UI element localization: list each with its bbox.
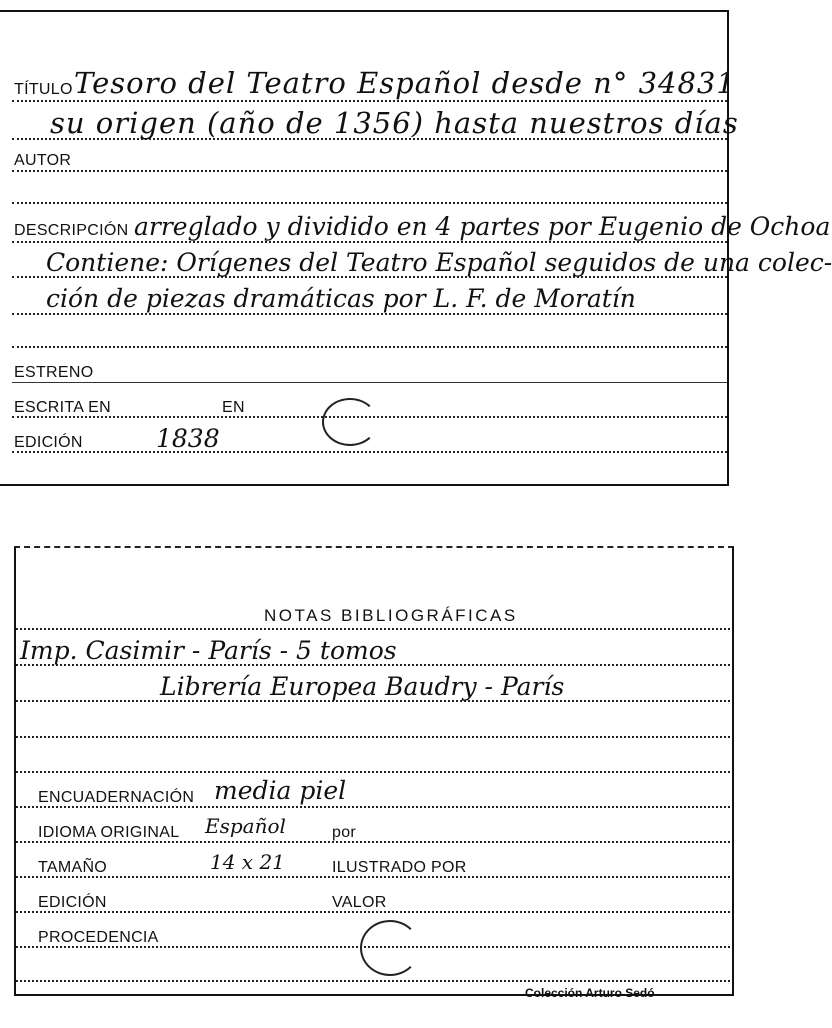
bottom-line (16, 980, 730, 982)
punch-hole-mark-top (322, 398, 378, 446)
autor-line (12, 170, 727, 172)
notas-line-1 (16, 628, 730, 630)
titulo-value-line-2: su origen (año de 1356) hasta nuestros días (50, 106, 739, 140)
encuadernacion-label: ENCUADERNACIÓN (38, 789, 195, 806)
blank-line-2 (12, 346, 727, 348)
notas-line-5 (16, 771, 730, 773)
tamano-label: TAMAÑO (38, 859, 108, 876)
notas-line-4 (16, 736, 730, 738)
edicion-line (12, 451, 727, 453)
valor-label: VALOR (332, 894, 387, 911)
en-label: EN (222, 399, 245, 416)
estreno-label: ESTRENO (14, 364, 94, 381)
descripcion-value-line-3: ción de piezas dramáticas por L. F. de Moratín (46, 284, 636, 313)
descripcion-label: DESCRIPCIÓN (14, 222, 129, 239)
por-label: por (332, 824, 357, 841)
idioma-label: IDIOMA ORIGINAL (38, 824, 180, 841)
edicion2-label: EDICIÓN (38, 894, 107, 911)
tamano-value: 14 x 21 (210, 850, 285, 874)
procedencia-label: PROCEDENCIA (38, 929, 159, 946)
edicion-value: 1838 (156, 424, 220, 453)
punch-hole-mark-bottom (360, 920, 420, 976)
encuadernacion-value: media piel (214, 776, 347, 805)
edicion-label: EDICIÓN (14, 434, 83, 451)
idioma-value: Español (205, 814, 286, 838)
notas-value-line-1: Imp. Casimir - París - 5 tomos (20, 636, 397, 665)
notas-value-line-2: Librería Europea Baudry - París (160, 672, 565, 701)
descripcion-line-1 (12, 241, 727, 243)
blank-line-1 (12, 202, 727, 204)
descripcion-line-3 (12, 313, 727, 315)
titulo-label: TÍTULO (14, 81, 73, 98)
descripcion-value-line-1: arreglado y dividido en 4 partes por Eugenio de Ochoa (134, 212, 831, 241)
notas-heading: NOTAS BIBLIOGRÁFICAS (264, 606, 518, 625)
estreno-line (12, 382, 727, 383)
escrita-en-label: ESCRITA EN (14, 399, 111, 416)
collection-footer: Colección Arturo Sedó (525, 986, 655, 1000)
titulo-line-1 (12, 100, 727, 102)
autor-label: AUTOR (14, 152, 72, 169)
ilustrado-label: ILUSTRADO POR (332, 859, 467, 876)
descripcion-value-line-2: Contiene: Orígenes del Teatro Español seguidos de una colec- (46, 248, 832, 277)
titulo-value-line-1: Tesoro del Teatro Español desde n° 34831 (74, 66, 736, 100)
